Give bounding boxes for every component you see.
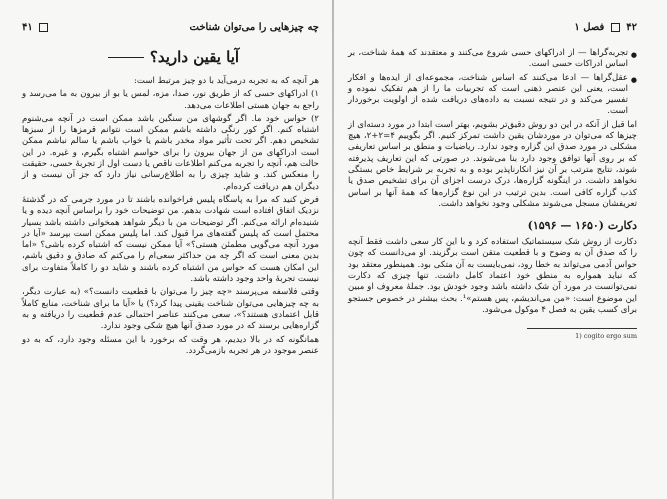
bullet-dot-icon: ● bbox=[630, 75, 637, 84]
right-page bbox=[334, 0, 667, 499]
left-paragraph: هر آنچه که به تجربه درمی‌آید با دو چیز مرتبط است: bbox=[134, 76, 319, 86]
left-paragraph: ۱) ادراکهای حسی که از طریق نور، صدا، مزه، لمس یا بو از بیرون به ما می‌رسد و راجع به جهان هستی اطلاعات می‌دهد. bbox=[22, 89, 319, 111]
title-rule bbox=[108, 57, 144, 58]
left-running-head bbox=[22, 20, 319, 34]
left-paragraph: فرض کنید که مرا به پاسگاه پلیس فراخوانده باشند تا در مورد جرمی که در گذشتهٔ نزدیک اتفاق افتاده است شهادت بدهم. من توضیحات خود را براساس آنچه دیده و یا شنیده‌ام ارائه می‌کنم. اگر توضیحات من با دیگر شواهد همخوانی داشته باشد بسیار محتمل است که پلیس گفته‌های مرا قبول کند. اما پلیس ممکن است بپرسد «آیا در مورد آنچه می‌گویی مطمئن هستی؟» آیا ممکن نیست که اشتباه کرده باشی؟ «اما بدین معنی است که اگر چه من حداکثر سعی‌ام را می‌کنم که صادق و دقیق باشم، این امکان هست که حواس من اشتباه کرده باشند و شاید دو را کاملاً متفاوت برای نیست تجربهٔ واحد وجود داشته باشد. bbox=[22, 194, 319, 285]
right-paragraph: اما قبل از آنکه در این دو روش دقیق‌تر بشویم، بهتر است ابتدا در مورد دسته‌ای از چیزها که می‌توان در موردشان یقین داشت تمرکز کنیم. اگر بگوییم ۴=۲+۲، هیچ مشکلی در مورد صدق این گزاره وجود ندارد. ریاضیات و منطق بر اساس تعاریفی که بر روی آنها توافق وجود دارد بنا می‌شوند. در صورتی که این تعاریف پذیرفته شوند، نتایج مترتب بر آن نیز انکارناپذیر بوده و به تجربه بر شرایط خاص بستگی نخواهد داشت. در اینگونه گزاره‌ها، درک درست اجزای آن برای تشخیص صدق یا کذب گزاره کافی است. بدین ترتیب در این نوع گزاره‌ها که همهٔ آنها بر اساس تعریفشان مسجل می‌شوند مشکلی وجود نخواهد داشت. bbox=[348, 119, 637, 209]
bullet-dot-icon: ● bbox=[630, 51, 637, 59]
square-ornament-icon bbox=[611, 23, 620, 32]
square-ornament-icon bbox=[39, 23, 48, 32]
right-page-number: ۴۲ bbox=[626, 21, 637, 33]
left-paragraph: وقتی فلاسفه می‌پرسند «چه چیز را می‌توان با قطعیت دانست؟» (به عبارت دیگر، به چه چیزهایی می‌توان شناخت یقینی پیدا کرد؟) یا «آیا ما برای شناخت، منابع کاملاً قابل اعتمادی هستند؟»، سعی می‌کنند عناصر احتمالی عدم قطعیت را دریافته و به گزاره‌هایی برسند که در مورد صدق آنها هیچ شکی وجود ندارد. bbox=[22, 287, 319, 332]
left-paragraph: ۲) حواس خود ما. اگر گوشهای من سنگین باشد ممکن است در آنچه می‌شنوم اشتباه کنم. اگر کور رنگی داشته باشم ممکن است نتوانم قرمزها را از سبزها تشخیص دهم. اگر تحت تأثیر مواد مخدر باشم یا خواب باشم یا سالم نباشم ممکن است ادراکهای من از جهان بیرون را برای حواسم اشتباه بگیرم، و غیره. در این حالت هم، آنچه را تجربه می‌کنم اطلاعات ناقص یا دست اول از تجربهٔ حسی، حقیقت را منعکس کند. و شاید چیزی را به اطلاع‌رسانی نیاز دارد که جز آن نیست و از دیگران هم دریافت کرده‌ام. bbox=[22, 113, 319, 192]
left-page bbox=[0, 0, 333, 499]
bullet-item: ● عقل‌گراها — ادعا می‌کنند که اساس شناخت، مجموعه‌ای از ایده‌ها و افکار است، یعنی این عنصر ذهنی است که تجربیات ما را از هم تفکیک نموده و تفسیر می‌کند و در نتیجه نسبت به داده‌های دریافت شده از اولویت برخوردار است. bbox=[348, 72, 637, 117]
descartes-paragraph: دکارت از روش شک سیستماتیک استفاده کرد و با این کار سعی داشت فقط آنچه را که صدق آن به وضوح و با قطعیت متقن است برگزیند. او می‌دانست که چون حواس آدمی می‌تواند به خطا رود، نمی‌بایست به آن متکی بود. همینطور معتقد بود که نباید همواره به منطق خود اعتماد کامل داشت. تنها چیزی که دکارت نمی‌توانست در مورد آن شک داشته باشد وجود خودش بود. جملهٔ معروف او مبین این موضوع است: «من می‌اندیشم، پس هستم»¹. بحث بیشتر در خصوص جستجو برای کسب یقین به فصل ۴ موکول می‌شود. bbox=[348, 237, 638, 315]
left-paragraph: همانگونه که در بالا دیدیم، هر وقت که برخورد با این مسئله وجود دارد، که به دو عنصر موجود در هر تجربه بازمی‌گردد. bbox=[22, 334, 319, 356]
right-running-head bbox=[348, 20, 637, 34]
left-page-number: ۴۱ bbox=[22, 21, 33, 33]
section-title: آیا یقین دارید؟ bbox=[149, 48, 240, 66]
footnote-rule bbox=[527, 328, 637, 329]
descartes-heading: دکارت (۱۶۵۰ — ۱۵۹۶) bbox=[527, 219, 637, 233]
bullet-item: ● تجربه‌گراها — از ادراکهای حسی شروع می‌کنند و معتقدند که همهٔ شناخت، بر اساس ادراکات حسی است. bbox=[348, 48, 637, 70]
right-running-title: فصل ۱ bbox=[574, 21, 605, 33]
left-running-title: چه چیزهایی را می‌توان شناخت bbox=[189, 21, 319, 33]
footnote: 1) cogito ergo sum bbox=[575, 332, 637, 341]
chapter-section-title bbox=[22, 48, 319, 66]
